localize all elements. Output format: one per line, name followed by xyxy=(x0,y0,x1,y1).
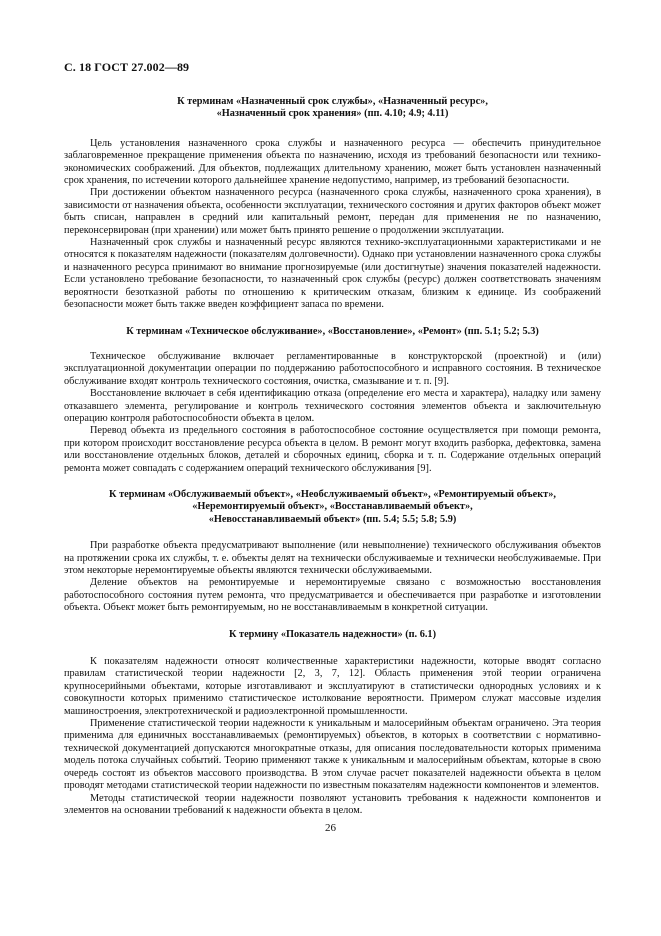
heading-line: К терминам «Техническое обслуживание», «Восстановление», «Ремонт» (пп. 5.1; 5.2; 5.3) xyxy=(126,325,539,337)
heading-line: «Неремонтируемый объект», «Восстанавливаемый объект», xyxy=(192,501,473,513)
running-head: С. 18 ГОСТ 27.002—89 xyxy=(64,60,190,74)
heading-line: «Невосстанавливаемый объект» (пп. 5.4; 5.5; 5.8; 5.9) xyxy=(208,513,457,525)
paragraph: Деление объектов на ремонтируемые и неремонтируемые связано с возможностью восстановления работоспособного состояния путем ремонта, что предусматривается и обеспечивается при разработке и изготовлении объекта. Объект может быть ремонтируемым, но не восстанавливаемым в конкретной ситуации. xyxy=(64,577,601,614)
paragraph: К показателям надежности относят количественные характеристики надежности, которые вводят согласно правилам статистической теории надежности [2, 3, 7, 12]. Область применения этой теории ограничена крупносерийными объектами, которые изготавливают и эксплуатируют в статистически однородных условиях и к совокупности которых применимо статистическое истолкование вероятности. Примером служат массовые изделия машиностроения, электротехнической и радиоэлектронной промышленности. xyxy=(64,656,601,717)
paragraph: Перевод объекта из предельного состояния в работоспособное состояние осуществляется при помощи ремонта, при котором происходит восстановление ресурса объекта в целом. В ремонт могут входить разборка, дефектовка, замена или восстановление отдельных блоков, деталей и сборочных единиц, сборка и т. п. Содержание отдельных операций ремонта может совпадать с содержанием операций технического обслуживания [9]. xyxy=(64,425,601,474)
section-heading xyxy=(64,326,601,338)
section-heading xyxy=(64,629,601,641)
section-heading xyxy=(64,489,601,526)
paragraph: Назначенный срок службы и назначенный ресурс являются технико-эксплуатационными характеристиками и не относятся к показателям надежности (показателям долговечности). Однако при установлении назначенного срока службы и назначенного ресурса принимают во внимание прогнозируемые (или достигнутые) значения показателей надежности. Если установлено требование безопасности, то назначенный срок службы (ресурс) должен соответствовать значениям вероятности безотказной работы по отношению к критическим отказам, близким к единице. Из соображений безопасности может быть также введен коэффициент запаса по времени. xyxy=(64,237,601,311)
paragraph: Цель установления назначенного срока службы и назначенного ресурса — обеспечить принудительное заблаговременное прекращение применения объекта по назначению, исходя из требований безопасности или технико-экономических соображений. Для объектов, подлежащих длительному хранению, может быть установлен назначенный срок хранения, по истечении которого дальнейшее хранение недопустимо, например, из требований безопасности. xyxy=(64,137,601,187)
section-serviceable-object xyxy=(64,489,601,615)
paragraph: При разработке объекта предусматривают выполнение (или невыполнение) технического обслуживания объектов на протяжении срока их службы, т. е. объекты делят на технически обслуживаемые и технически необслуживаемые. При этом некоторые неремонтируемые объекты являются технически обслуживаемыми. xyxy=(64,540,601,576)
heading-line: «Назначенный срок хранения» (пп. 4.10; 4.9; 4.11) xyxy=(216,108,449,120)
paragraph: Восстановление включает в себя идентификацию отказа (определение его места и характера), наладку или замену отказавшего элемента, регулирование и контроль технического состояния элементов объекта и заключительную операцию контроля работоспособности объекта в целом. xyxy=(64,388,601,424)
section-assigned-service-life xyxy=(64,96,601,312)
document-body xyxy=(64,96,601,817)
heading-line: К терминам «Назначенный срок службы», «Назначенный ресурс», xyxy=(177,96,488,107)
page-number: 26 xyxy=(325,822,336,834)
heading-line: К термину «Показатель надежности» (п. 6.1) xyxy=(228,628,437,640)
paragraph: Применение статистической теории надежности к уникальным и малосерийным объектам ограничено. Эта теория применима для единичных восстанавливаемых (ремонтируемых) объектов, в которых в соответствии с нормативно-технической документацией допускаются многократные отказы, для описания последовательности которых применима модель потока случайных событий. Теорию применяют также к уникальным и малосерийным объектам, которые в свою очередь состоят из объектов массового производства. В этом случае расчет показателей надежности объекта в целом проводят методами статистической теории надежности по известным показателям надежности компонентов и элементов. xyxy=(64,718,601,792)
paragraph: При достижении объектом назначенного ресурса (назначенного срока службы, назначенного срока хранения), в зависимости от назначения объекта, особенности эксплуатации, технического состояния и других факторов объект может быть списан, направлен в средний или капитальный ремонт, передан для применения не по назначению, переконсервирован (при хранении) или может быть принято решение о продолжении эксплуатации. xyxy=(64,187,601,236)
section-heading xyxy=(64,96,601,121)
heading-line: К терминам «Обслуживаемый объект», «Необслуживаемый объект», «Ремонтируемый объект», xyxy=(109,488,556,500)
section-maintenance xyxy=(64,326,601,475)
paragraph: Методы статистической теории надежности позволяют установить требования к надежности компонентов и элементов на основании требований к надежности объекта в целом. xyxy=(64,792,601,816)
paragraph: Техническое обслуживание включает регламентированные в конструкторской (проектной) и (или) эксплуатационной документации операции по поддержанию работоспособного и исправного состояния. В техническое обслуживание входят контроль технического состояния, очистка, смазывание и т. п. [9]. xyxy=(64,350,601,387)
section-reliability-index xyxy=(64,629,601,818)
